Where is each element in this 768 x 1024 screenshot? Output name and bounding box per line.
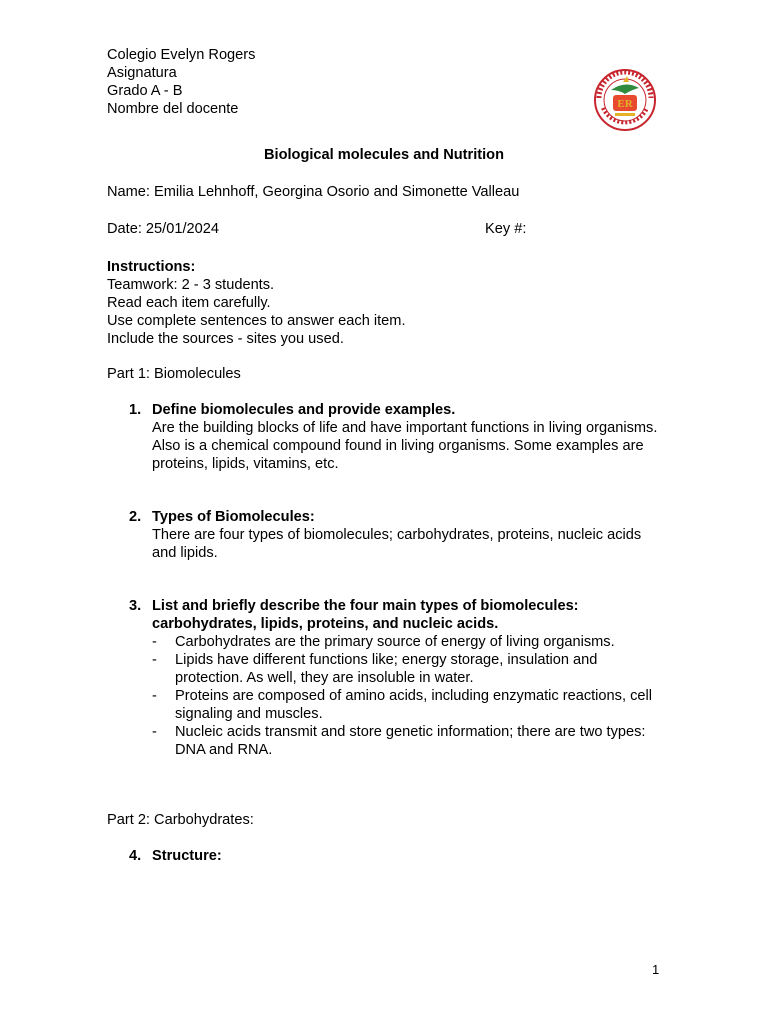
bullet-marker: -	[152, 634, 157, 650]
school-logo-icon	[593, 68, 657, 132]
instruction-line: Include the sources - sites you used.	[107, 331, 344, 347]
answer-bullet-list	[152, 633, 669, 759]
question-answer: Are the building blocks of life and have important functions in living organisms. Also is a chemical compound found in living organisms. Some examples are proteins, lipids, vitamins, etc.	[152, 420, 658, 472]
instruction-line: Read each item carefully.	[107, 295, 271, 311]
question-number: 1.	[129, 402, 142, 418]
page-title: Biological molecules and Nutrition	[263, 147, 504, 163]
question-number: 3.	[129, 598, 142, 614]
bullet-marker: -	[152, 724, 157, 740]
question-heading: Define biomolecules and provide examples.	[152, 402, 456, 418]
instruction-line: Use complete sentences to answer each item.	[107, 313, 406, 329]
bullet-marker: -	[152, 652, 157, 668]
question-3	[129, 597, 669, 759]
subject-label: Asignatura	[107, 65, 177, 81]
question-4	[129, 847, 669, 865]
question-heading: List and briefly describe the four main types of biomolecules: carbohydrates, lipids, proteins, and nucleic acids.	[152, 598, 579, 632]
instructions-heading: Instructions:	[107, 259, 196, 275]
instruction-line: Teamwork: 2 - 3 students.	[107, 277, 275, 293]
list-item-text: Proteins are composed of amino acids, including enzymatic reactions, cell signaling and muscles.	[175, 688, 652, 722]
question-answer: There are four types of biomolecules; carbohydrates, proteins, nucleic acids and lipids.	[152, 527, 642, 561]
page-number: 1	[652, 962, 660, 977]
question-heading: Structure:	[152, 848, 222, 864]
part-2-heading: Part 2: Carbohydrates:	[107, 812, 254, 828]
school-name: Colegio Evelyn Rogers	[107, 47, 256, 63]
teacher-label: Nombre del docente	[107, 101, 239, 117]
question-2	[129, 508, 669, 562]
document-header	[107, 46, 255, 118]
list-item-text: Carbohydrates are the primary source of energy of living organisms.	[175, 634, 615, 650]
question-number: 4.	[129, 848, 142, 864]
grade-label: Grado A - B	[107, 83, 183, 99]
list-item	[152, 687, 669, 723]
question-1	[129, 401, 669, 473]
bullet-marker: -	[152, 688, 157, 704]
list-item-text: Nucleic acids transmit and store genetic information; there are two types: DNA and RNA.	[175, 724, 646, 758]
list-item	[152, 633, 669, 651]
name-line: Name: Emilia Lehnhoff, Georgina Osorio and Simonette Valleau	[107, 184, 520, 200]
list-item-text: Lipids have different functions like; energy storage, insulation and protection. As well, they are insoluble in water.	[175, 652, 598, 686]
list-item	[152, 651, 669, 687]
list-item	[152, 723, 669, 759]
question-number: 2.	[129, 509, 142, 525]
part-1-heading: Part 1: Biomolecules	[107, 366, 241, 382]
key-line: Key #:	[485, 221, 527, 237]
question-heading: Types of Biomolecules:	[152, 509, 315, 525]
logo-initials: ER	[617, 98, 633, 110]
date-line: Date: 25/01/2024	[107, 221, 219, 237]
instructions-block	[107, 258, 406, 348]
